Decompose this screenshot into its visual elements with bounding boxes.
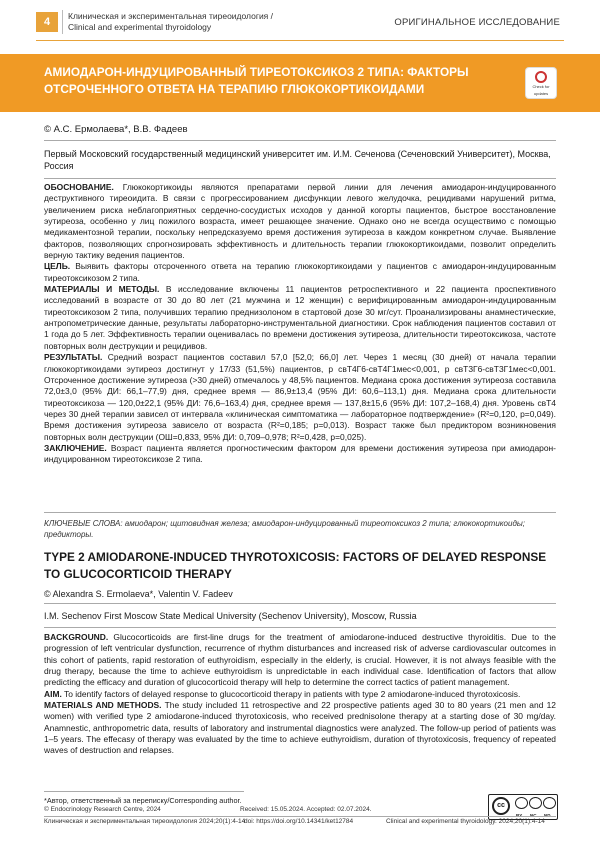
text: Возраст пациента является прогностическим фактором для времени достижения эутиреоза при амиодарон-индуцированном тиреотоксикозе 2 типа. [44,442,556,465]
affiliation-en: I.M. Sechenov First Moscow State Medical University (Sechenov University), Moscow, Russia [44,611,417,621]
header-separator [62,10,63,34]
label: ЦЕЛЬ. [44,261,71,272]
footer-citation-ru: Клиническая и экспериментальная тиреоидология 2024;20(1):4-14 [44,818,246,825]
abstract-aim [44,261,556,284]
header-rule [36,40,564,41]
text: Выявить факторы отсроченного ответа на терапию глюкокортикоидами у пациентов с амиодарон-индуцированным тиреотоксикозом 2 типа. [44,261,556,283]
text: Средний возраст пациентов составил 57,0 [52,0; 66,0] лет. Через 1 месяц (30 дней) от начала терапии глюкокортикоидами эутиреоз достигнут у 17/33 (51,5%) пациентов, p свТ4Г6-свТ4Г1мес<0,001, p свТ3Г6-свТ3Г1мес<0,001. Отсроченное достижение эутиреоза (>30 дней) отмечалось у 48,5% пациентов. Медиана срока достижения эутиреоза составила 72,0±3,0 (95% ДИ: 66,1–77,9) дня, среднее время — 86,9±13,4 (95% ДИ: 60,6–113,1) дня. Медиана срока длительности тиреотоксикоза — 120,0±22,1 (95% ДИ: 76,6–163,4) дня, среднее время — 137,8±15,6 (95% ДИ: 107,2–168,4) дня. Уровень свТ4 через 30 дней терапии зависел от интервала «клиническая симптоматика — лабораторное подтверждение» (R²=0,120, p=0,049). Время достижения эутиреоза зависело от возраста (R²=0,185; p=0,013). Возраст также был предиктором возникновения повторных волн деструкции (ОШ=0,833, 95% ДИ: 0,709–0,978; R²=0,428, p=0,025). [44,352,556,442]
label: AIM. [44,688,62,699]
text: Глюкокортикоиды являются препаратами первой линии для лечения амиодарон-индуцированного деструктивного тиреоидита. В связи с прогрессированием дисфункции левого желудочка, рецидивами нарушений ритма, увеличением риска неблагоприятных сердечно-сосудистых исходов у данной когорты пациентов, быстрое восстановление эутиреоза, особенно у лиц пожилого возраста, имеет решающее значение. Однако оно не всегда осуществимо с помощью медикаментозной терапии, поскольку непредсказуемо время достижения эутиреоза в каждом конкретном случае. Выявление факторов, позволяющих спрогнозировать эффективность и длительность терапии глюкокортикоидами, позволит определить верную тактику ведения пациентов. [44,182,556,261]
label: MATERIALS AND METHODS. [44,700,162,711]
text: The study included 11 retrospective and 22 prospective patients aged 30 to 80 years (21 men and 12 women) with verified type 2 amiodarone-induced thyrotoxicosis, who received prednisolone therapy at a starting dose of 30 mg/day. Anamnestic, anthropometric data, results of laboratory and instrumental diagnostics were analyzed. The follow-up period of patients was 1–5 years. The effecasy of therapy was evaluated by the time to achieve euthyroidism, duration of thyrotoxicosis, frequency of repeated waves of destruction and relapses. [44,700,556,756]
divider [44,512,556,513]
abstract-ru [44,182,556,466]
text: В исследование включены 11 пациентов ретроспективного и 22 пациента проспективного исследований в возрасте от 30 до 80 лет (21 мужчина и 12 женщин) с верифицированным амиодарон-индуцированным тиреотоксикозом 2 типа, получивших терапию преднизолоном в стартовой дозе 30 мг/сут. Проанализированы анамнестические, антропометрические данные, результаты лабораторно-инструментальной диагностики. Срок наблюдения пациентов составил от 1 года до 5 лет. Эффективность терапии оценивалась по времени достижения эутиреоза, длительности тиреотоксикоза, частоте повторных волн деструкции и рецидивов. [44,284,556,351]
journal-name-ru: Клиническая и экспериментальная тиреоидология / [68,11,274,21]
authors-en: © Alexandra S. Ermolaeva*, Valentin V. Fadeev [44,589,233,599]
footer-citation-en: Clinical and experimental thyroidology. 2024;20(1):4-14 [386,818,545,825]
badge-text-line-2: updates [533,90,549,96]
by-icon [515,797,528,809]
title-en-line-2: TO GLUCOCORTICOID THERAPY [44,567,232,581]
journal-name [68,11,273,33]
divider [44,178,556,179]
abstract-conclusion [44,443,556,466]
label: ЗАКЛЮЧЕНИЕ. [44,442,107,453]
label: ОБОСНОВАНИЕ. [44,182,114,192]
footer-rule [44,816,556,817]
page-header [0,0,600,44]
footnote: *Автор, ответственный за переписку/Corresponding author. [44,796,242,805]
journal-name-en: Clinical and experimental thyroidology [68,22,212,32]
authors-ru: © А.С. Ермолаева*, В.В. Фадеев [44,124,188,135]
abstract-background [44,632,556,689]
title-ru-line-2: ОТСРОЧЕННОГО ОТВЕТА НА ТЕРАПИЮ ГЛЮКОКОРТИКОИДАМИ [44,82,425,96]
page-footer [0,818,600,842]
keywords-ru: КЛЮЧЕВЫЕ СЛОВА: амиодарон; щитовидная железа; амиодарон-индуцированный тиреотоксикоз 2 типа; глюкокортикоиды; предикторы. [44,519,525,539]
text: Glucocorticoids are first-line drugs for the treatment of amiodarone-induced destructive thyroiditis. Due to the progression of left ventricular dysfunction, recurrence of rhythm disturbances and increased risk of adverse cardiovascular outcomes in this cohort of patients, rapid restoration of euthyroidism, especially in the elderly, is crucial. However, it is not always feasible with the drug therapy, because the time to achieve euthyroidism is unpredictable in each individual case. Identification of factors that allow predicting the efficacy and duration of glucocorticoid therapy will help to determine the correct tactics of patient management. [44,632,556,688]
title-ru-line-1: АМИОДАРОН-ИНДУЦИРОВАННЫЙ ТИРЕОТОКСИКОЗ 2 ТИПА: ФАКТОРЫ [44,65,469,79]
footnote-rule [44,791,244,792]
abstract-results [44,352,556,443]
article-title-en [44,549,556,583]
abstract-background [44,182,556,261]
received-dates: Received: 15.05.2024. Accepted: 02.07.2024. [240,806,372,813]
cc-icon: cc [492,797,510,815]
abstract-methods [44,284,556,352]
badge-text-line-1: Check for [532,84,550,89]
label: BACKGROUND. [44,632,109,642]
divider [44,603,556,604]
check-updates-icon [535,71,547,83]
footer-doi[interactable]: doi: https://doi.org/10.14341/ket12784 [244,818,354,825]
divider [44,627,556,628]
text: To identify factors of delayed response to glucocorticoid therapy in patients with type 2 amiodarone-induced thyrotoxicosis. [61,688,521,699]
affiliation-ru: Первый Московский государственный медицинский университет им. И.М. Сеченова (Сеченовский Университет), Москва, Россия [44,149,551,171]
title-banner [0,54,600,112]
abstract-methods [44,700,556,757]
nc-icon [529,797,542,809]
check-for-updates-badge[interactable] [526,68,556,98]
abstract-aim [44,689,556,700]
label: МАТЕРИАЛЫ И МЕТОДЫ. [44,284,160,295]
page-number: 4 [36,12,58,32]
divider [44,140,556,141]
nd-icon [543,797,556,809]
section-label: ОРИГИНАЛЬНОЕ ИССЛЕДОВАНИЕ [394,17,560,28]
abstract-en [44,632,556,757]
article-title-ru [44,64,514,98]
title-en-line-1: TYPE 2 AMIODARONE-INDUCED THYROTOXICOSIS: FACTORS OF DELAYED RESPONSE [44,550,547,564]
copyright: © Endocrinology Research Centre, 2024 [44,806,161,813]
label: РЕЗУЛЬТАТЫ. [44,352,103,363]
